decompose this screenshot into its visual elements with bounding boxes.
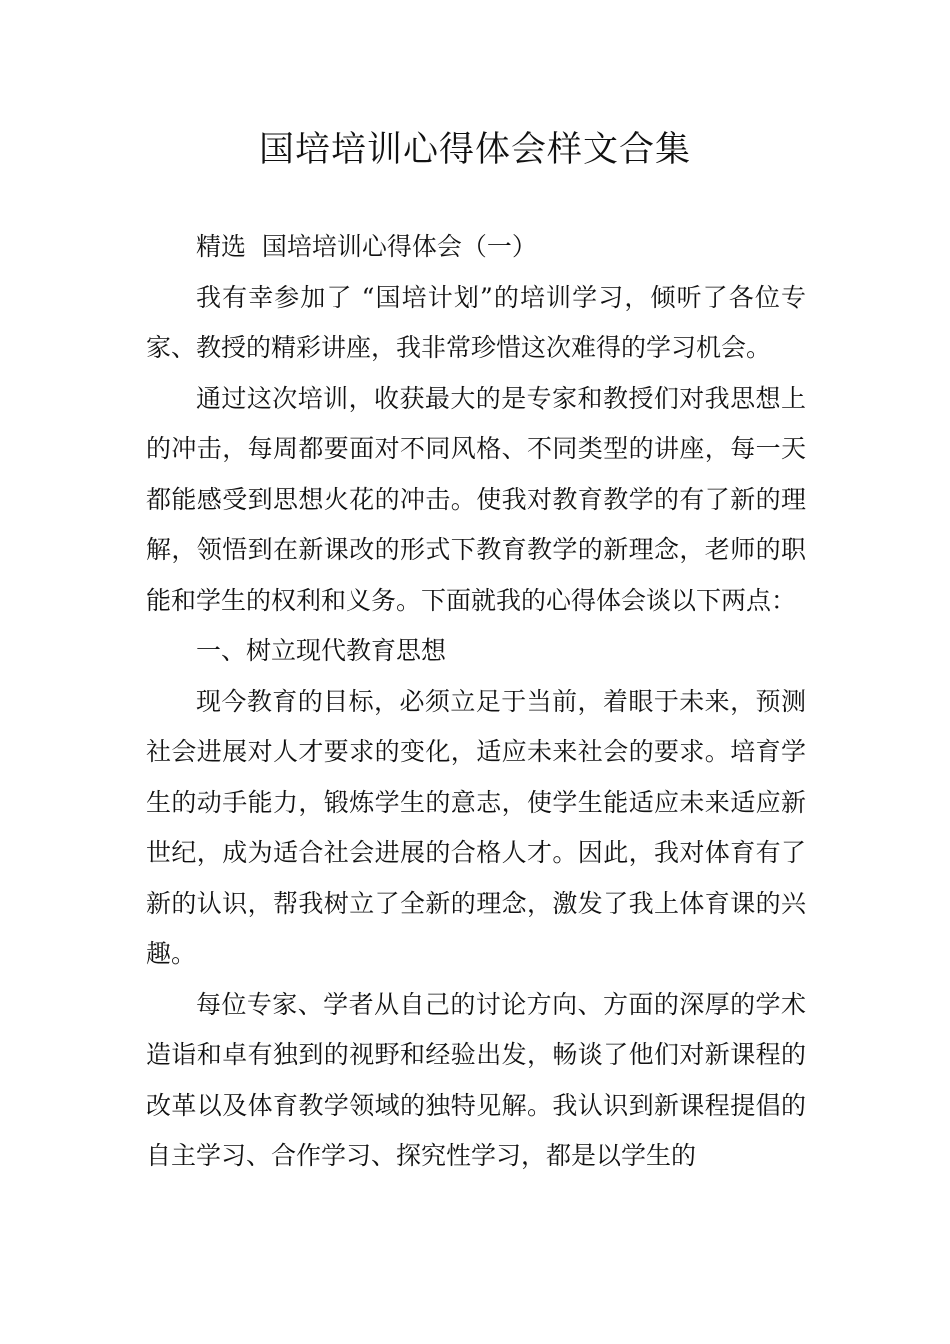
section-heading: 精选 国培培训心得体会（一） [196,232,537,261]
paragraph-4: 每位专家、学者从自己的讨论方向、方面的深厚的学术造诣和卓有独到的视野和经验出发，畅谈了他们对新课程的改革以及体育教学领域的独特见解。我认识到新课程提倡的自主学习、合作学习、探究性学习，都是以学生的 [146,989,806,1170]
paragraph-1: 我有幸参加了 “国培计划”的培训学习，倾听了各位专家、教授的精彩讲座，我非常珍惜这次难得的学习机会。 [146,282,806,362]
subheading-1: 一、树立现代教育思想 [196,636,447,665]
paragraph-3: 现今教育的目标，必须立足于当前，着眼于未来，预测社会进展对人才要求的变化，适应未来社会的要求。培育学生的动手能力，锻炼学生的意志，使学生能适应未来适应新世纪，成为适合社会进展的合格人才。因此，我对体育有了新的认识，帮我树立了全新的理念，激发了我上体育课的兴趣。 [146,686,806,968]
document-title: 国培培训心得体会样文合集 [258,130,691,170]
paragraph-2: 通过这次培训，收获最大的是专家和教授们对我思想上的冲击，每周都要面对不同风格、不同类型的讲座，每一天都能感受到思想火花的冲击。使我对教育教学的有了新的理解，领悟到在新课改的形式下教育教学的新理念，老师的职能和学生的权利和义务。下面就我的心得体会谈以下两点： [146,383,806,615]
document-body [146,222,806,1182]
